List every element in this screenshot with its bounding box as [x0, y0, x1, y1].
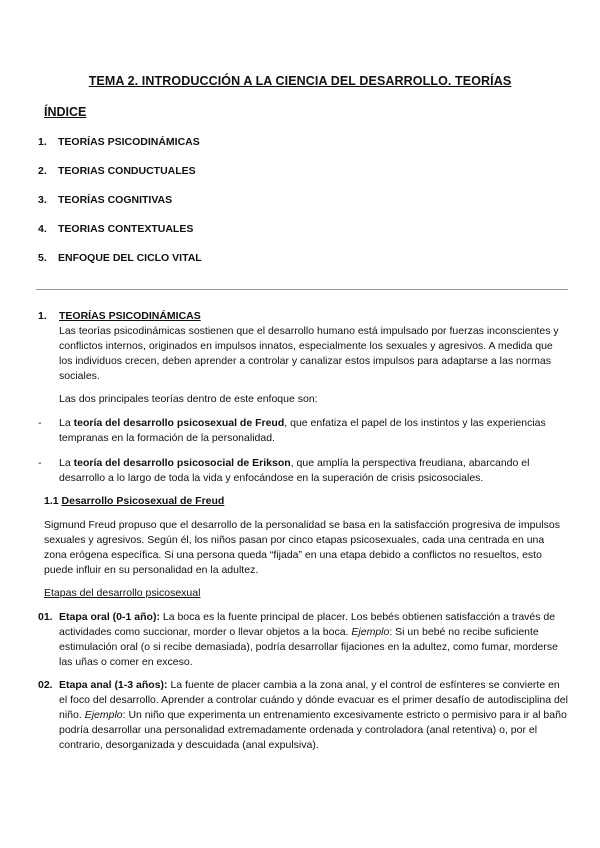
bullet-bold-text: teoría del desarrollo psicosexual de Freud [73, 417, 285, 429]
toc-item-number: 2. [38, 165, 47, 177]
toc-item-number: 5. [38, 252, 47, 264]
stage-item [38, 678, 568, 753]
toc-item [38, 165, 196, 177]
bullet-item [38, 416, 568, 446]
bullet-text: , que amplía la perspectiva freudiana, abarcando el desarrollo a lo largo de toda la vida y enfocándose en la superación de crisis psicosociales. [59, 457, 530, 484]
toc-item-label: TEORIAS CONTEXTUALES [58, 223, 194, 235]
stage-number: 02. [38, 679, 53, 691]
subsection-number: 1.1 [44, 495, 59, 507]
toc-item [38, 223, 193, 235]
index-heading: ÍNDICE [44, 105, 87, 119]
toc-item-number: 4. [38, 223, 47, 235]
toc-item-label: TEORÍAS PSICODINÁMICAS [58, 136, 200, 148]
example-label: Ejemplo [351, 626, 390, 638]
example-text: : Si un bebé no recibe suficiente estimulación oral (o si recibe demasiada), podría desarrollar fijaciones en la adultez, como fumar, morderse las uñas o comer en exceso. [59, 626, 558, 668]
subsection-heading [44, 494, 224, 509]
example-label: Ejemplo [84, 709, 123, 721]
toc-item-number: 1. [38, 136, 47, 148]
stage-title: Etapa anal (1-3 años): [59, 679, 168, 691]
bullet-item [38, 456, 568, 486]
toc-item [38, 136, 200, 148]
stage-text: La fuente de placer cambia a la zona anal, y el control de esfínteres se convierte en el foco del desarrollo. Aprender a controlar cuándo y dónde evacuar es el primer desafío de autodisciplina del niño. [59, 679, 568, 721]
bullet-text: , que enfatiza el papel de los instintos y las experiencias tempranas en la formación de la personalidad. [59, 417, 546, 444]
section-intro-paragraph: Las teorías psicodinámicas sostienen que el desarrollo humano está impulsado por fuerzas inconscientes y conflictos internos, originados en impulsos innatos, especialmente los sexuales y agresivos. A medida que los individuos crecen, deben aprender a controlar y canalizar estos impulsos para adaptarse a las normas sociales. [59, 325, 559, 382]
toc-item [38, 252, 202, 264]
toc-item [38, 194, 172, 206]
stage-text: La boca es la fuente principal de placer. Los bebés obtienen satisfacción a través de actividades como succionar, morder o llevar objetos a la boca. [59, 611, 556, 638]
example-text: : Un niño que experimenta un entrenamiento excesivamente estricto o permisivo para ir al baño podría desarrollar una personalidad extremadamente ordenada y controladora (anal retentiva) o, por el contrario, desorganizada y descuidada (anal expulsiva). [59, 709, 567, 751]
toc-item-label: ENFOQUE DEL CICLO VITAL [58, 252, 202, 264]
toc-item-label: TEORÍAS COGNITIVAS [58, 194, 173, 206]
stage-item [38, 610, 568, 670]
document-title: TEMA 2. INTRODUCCIÓN A LA CIENCIA DEL DESARROLLO. TEORÍAS [88, 74, 512, 88]
toc-item-number: 3. [38, 194, 47, 206]
stage-number: 01. [38, 611, 53, 623]
section-heading [38, 309, 201, 324]
subsection-paragraph: Sigmund Freud propuso que el desarrollo de la personalidad se basa en la satisfacción progresiva de impulsos sexuales y agresivos. Según él, los niños pasan por cinco etapas psicosexuales, cada una centrada en una zona erógena específica. Si una persona queda “fijada” en una etapa debido a conflictos no resueltos, esto puede influir en su personalidad en la adultez. [44, 519, 560, 576]
bullet-dash: - [38, 417, 42, 429]
bullet-text: La [59, 417, 74, 429]
bullet-dash: - [38, 457, 42, 469]
stages-heading: Etapas del desarrollo psicosexual [44, 587, 201, 599]
section-lead-paragraph: Las dos principales teorías dentro de este enfoque son: [59, 393, 318, 405]
horizontal-divider [36, 289, 568, 290]
section-title: TEORÍAS PSICODINÁMICAS [59, 310, 201, 322]
toc-item-label: TEORIAS CONDUCTUALES [58, 165, 196, 177]
subsection-title: Desarrollo Psicosexual de Freud [61, 495, 225, 507]
bullet-text: La [59, 457, 74, 469]
section-number: 1. [38, 310, 47, 322]
stage-title: Etapa oral (0-1 año): [59, 611, 160, 623]
bullet-bold-text: teoría del desarrollo psicosocial de Erikson [73, 457, 291, 469]
